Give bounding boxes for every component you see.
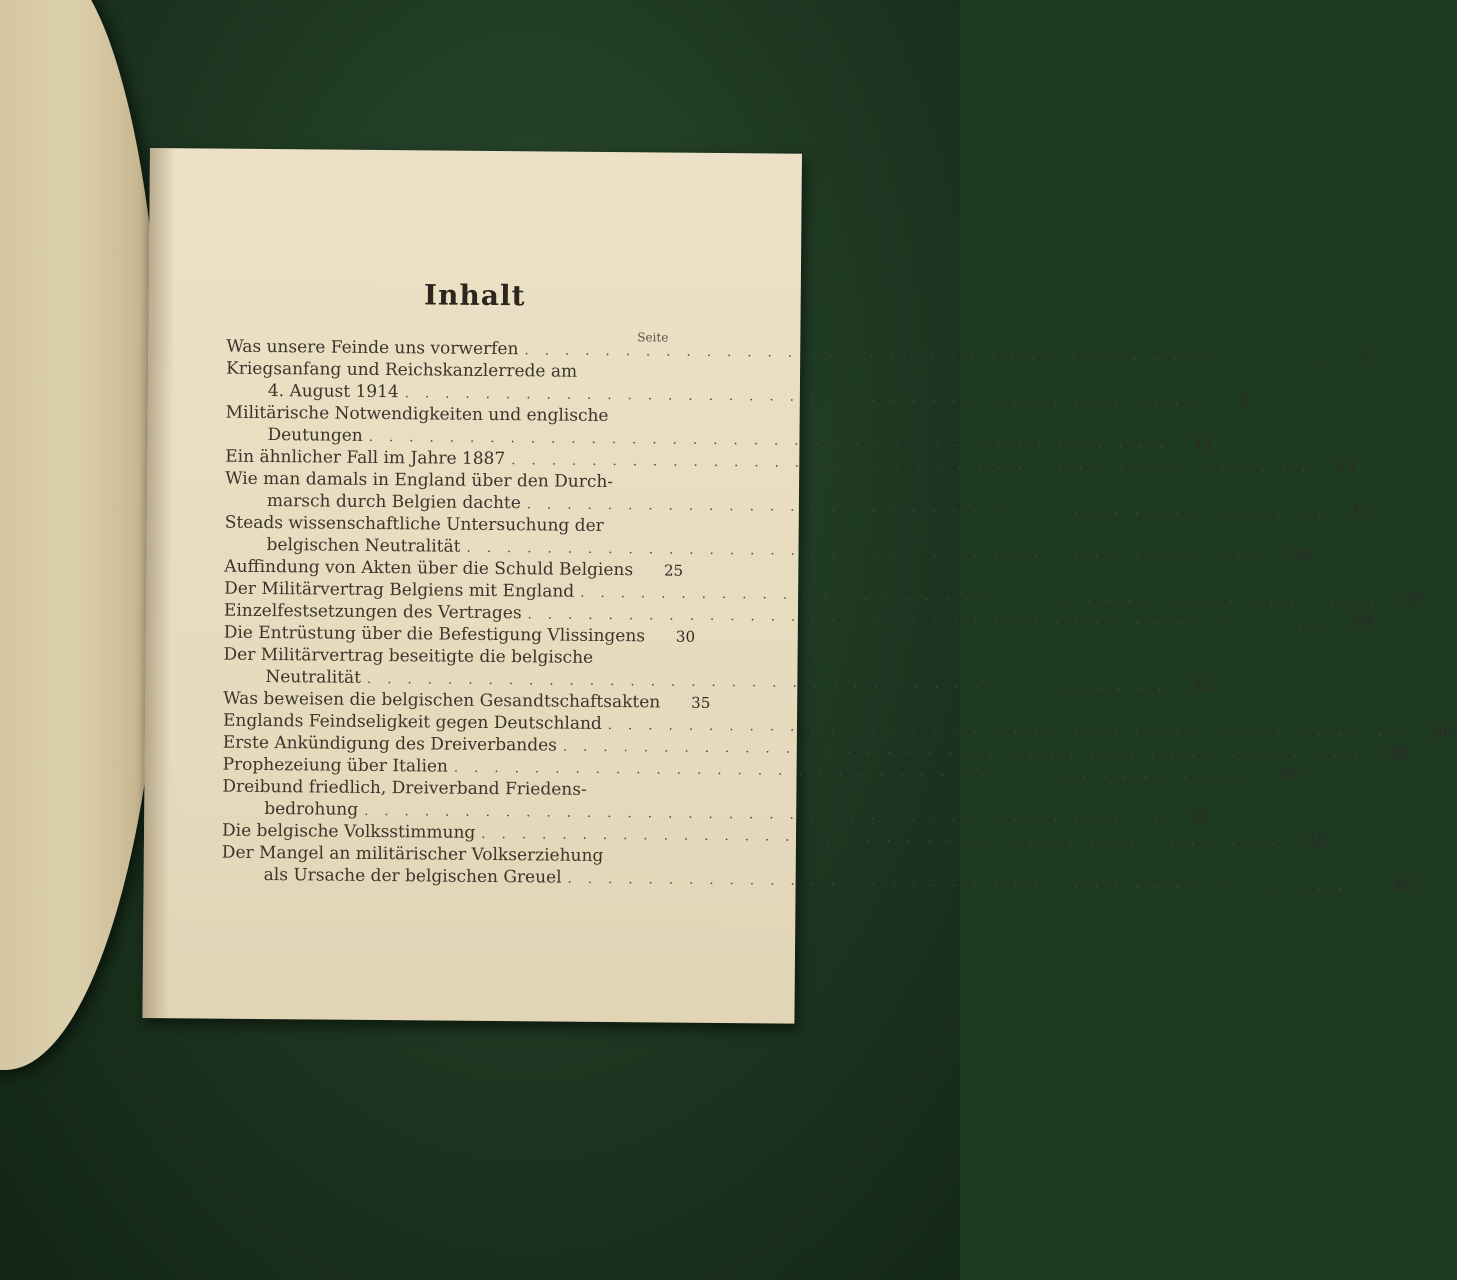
- toc-entry: [221, 842, 1413, 895]
- toc-entry-title: Der Militärvertrag Belgiens mit England: [224, 578, 575, 602]
- dot-leader: . . . . . . . . . . . . . . . . . . . . . . . . . . . . . . . . . . . . . . . .: [524, 343, 1325, 366]
- dot-leader: . . . . . . . . . . . . . . . . . . . . . . . . . . . . . . . . . . . . . . . .: [607, 718, 1409, 741]
- toc-page-number: 36: [1433, 722, 1453, 741]
- toc-entry: [225, 402, 1214, 453]
- dot-leader: . . . . . . . . . . . . . . . . . . . . . . . . . . . . . . . . . . . . . . . .: [562, 739, 1364, 762]
- toc-entry-title: Der Militärvertrag beseitigte die belgische: [223, 644, 594, 668]
- toc-entry-title: Die Entrüstung über die Befestigung Vlissingens: [223, 622, 646, 647]
- toc-page-number: 40: [1189, 808, 1209, 827]
- toc-entry-title: Kriegsanfang und Reichskanzlerrede am: [225, 358, 578, 382]
- toc-entry-title: Militärische Notwendigkeiten und englische: [225, 402, 609, 427]
- toc-entry-title: Dreibund friedlich, Dreiverband Friedens-: [222, 776, 587, 800]
- dot-leader: . . . . . . . . . . . . . . . . . . . . . . . . . . . . . . . . . . . . . . . .: [368, 429, 1170, 452]
- table-of-contents: [221, 336, 1453, 895]
- toc-entry: [225, 468, 1372, 520]
- toc-entry-title: Was beweisen die belgischen Gesandtschaftsakten: [223, 688, 661, 713]
- toc-entry-title: Prophezeiung über Italien: [222, 754, 449, 777]
- toc-line: [222, 865, 1413, 895]
- toc-entry: [224, 512, 1312, 564]
- dot-leader: . . . . . . . . . . . . . . . . . . . . . . . . . . . . . . . . . . . . . . . .: [466, 540, 1267, 563]
- toc-entry-title: Der Mangel an militärischer Volkserziehung: [221, 842, 604, 866]
- toc-entry-title: Die belgische Volksstimmung: [221, 820, 476, 843]
- dot-leader: . . . . . . . . . . . . . . . . . . . . . . . . . . . . . . . . . . . . . . . .: [364, 803, 1165, 826]
- toc-entry-title: bedrohung: [264, 799, 359, 820]
- dot-leader: . . . . . . . . . . . . . . . . . . . . . . . . . . . . . . . . . . . . . . . .: [526, 497, 1328, 520]
- page-column-label: Seite: [637, 330, 669, 345]
- toc-page-number: 29: [1352, 611, 1373, 630]
- toc-entry-title: Englands Feindseligkeit gegen Deutschland: [222, 710, 602, 734]
- toc-entry-title: Ein ähnlicher Fall im Jahre 1887: [225, 446, 506, 470]
- dot-leader: . . . . . . . . . . . . . . . . . . . . . . . . . . . . . . . . . . . . . . . .: [453, 760, 1255, 783]
- toc-page-number: 17: [1352, 501, 1372, 520]
- toc-page-number: 40: [1279, 764, 1299, 784]
- toc-page-number: 38: [1388, 743, 1408, 762]
- toc-page-number: 43: [1306, 831, 1326, 850]
- toc-entry-title: 4. August 1914: [267, 381, 399, 403]
- dot-leader: . . . . . . . . . . . . . . . . . . . . . . . . . . . . . . . . . . . . . . . .: [404, 386, 1206, 409]
- dot-leader: . . . . . . . . . . . . . . . . . . . . . . . . . . . . . . . . . . . . . . . .: [527, 607, 1329, 630]
- toc-page-number: 13: [1336, 457, 1356, 476]
- dot-leader: . . . . . . . . . . . . . . . . . . . . . . . . . . . . . . . . . . . . . . . .: [567, 871, 1369, 894]
- toc-page-number: 25: [663, 561, 684, 580]
- toc-entry: [225, 358, 1250, 409]
- dot-leader: . . . . . . . . . . . . . . . . . . . . . . . . . . . . . . . . . . . . . . . .: [580, 585, 1381, 608]
- toc-page-number: 20: [1291, 544, 1312, 564]
- toc-entry-title: Wie man damals in England über den Durch-: [225, 468, 614, 493]
- toc-entry-title: Einzelfestsetzungen des Vertrages: [223, 600, 522, 624]
- toc-page-number: 11: [1194, 434, 1214, 453]
- toc-entry-title: als Ursache der belgischen Greuel: [263, 865, 562, 888]
- toc-page-number: 32: [1192, 676, 1212, 695]
- toc-entry-title: belgischen Neutralität: [266, 535, 461, 557]
- toc-page-number: 46: [1392, 875, 1413, 895]
- toc-entry-title: Deutungen: [267, 425, 363, 446]
- toc-entry: [222, 776, 1209, 827]
- dot-leader: . . . . . . . . . . . . . . . . . . . . . . . . . . . . . . . . . . . . . . . .: [511, 453, 1312, 476]
- book-page: [142, 148, 1453, 1024]
- dot-leader: . . . . . . . . . . . . . . . . . . . . . . . . . . . . . . . . . . . . . . . .: [366, 671, 1168, 694]
- toc-page-number: 8: [1239, 390, 1250, 409]
- toc-entry: [223, 644, 1212, 695]
- toc-page-number: 30: [675, 627, 696, 646]
- toc-entry-title: Was unsere Feinde uns vorwerfen: [226, 336, 519, 360]
- toc-entry-title: Steads wissenschaftliche Untersuchung der: [224, 512, 604, 536]
- toc-entry-title: Auffindung von Akten über die Schuld Belgiens: [224, 556, 634, 581]
- toc-entry-title: marsch durch Belgien dachte: [266, 491, 521, 514]
- dot-leader: . . . . . . . . . . . . . . . . . . . . . . . . . . . . . . . . . . . . . . . .: [481, 826, 1282, 849]
- toc-entry-title: Neutralität: [265, 667, 362, 688]
- toc-page-number: 27: [1405, 589, 1425, 609]
- toc-page-number: 35: [691, 693, 711, 712]
- page-title: Inhalt: [423, 278, 526, 313]
- toc-page-number: 5: [1359, 347, 1370, 366]
- toc-entry-title: Erste Ankündigung des Dreiverbandes: [222, 732, 558, 756]
